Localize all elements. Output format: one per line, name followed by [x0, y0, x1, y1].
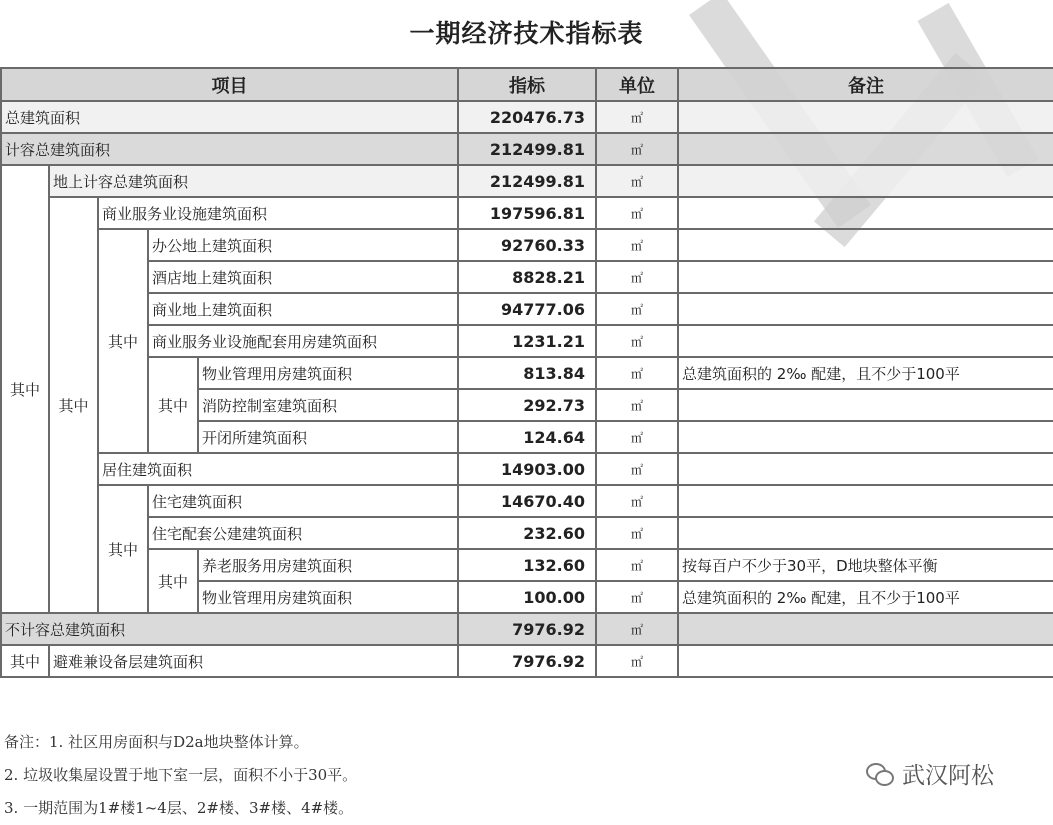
row-value: 7976.92: [458, 645, 596, 677]
table-row: [1, 165, 1053, 197]
row-label: 物业管理用房建筑面积: [198, 357, 458, 389]
row-unit: ㎡: [596, 293, 678, 325]
table-row: [1, 517, 1053, 549]
table-row: [1, 293, 1053, 325]
row-value: 7976.92: [458, 613, 596, 645]
row-value: 94777.06: [458, 293, 596, 325]
row-value: 14903.00: [458, 453, 596, 485]
row-value: 197596.81: [458, 197, 596, 229]
header-value: 指标: [458, 68, 596, 101]
row-note: 总建筑面积的 2‰ 配建，且不少于100平: [678, 581, 1053, 613]
row-unit: ㎡: [596, 229, 678, 261]
row-label: 不计容总建筑面积: [1, 613, 458, 645]
group-label: 其中: [148, 357, 198, 453]
group-label: 其中: [1, 165, 49, 613]
group-label: 其中: [49, 197, 98, 613]
row-label: 地上计容总建筑面积: [49, 165, 458, 197]
header-note: 备注: [678, 68, 1053, 101]
row-note: [678, 517, 1053, 549]
row-unit: ㎡: [596, 517, 678, 549]
table-row: [1, 325, 1053, 357]
row-note: [678, 133, 1053, 165]
row-label: 避难兼设备层建筑面积: [49, 645, 458, 677]
row-label: 居住建筑面积: [98, 453, 458, 485]
row-value: 100.00: [458, 581, 596, 613]
row-unit: ㎡: [596, 261, 678, 293]
table-row: [1, 197, 1053, 229]
row-unit: ㎡: [596, 389, 678, 421]
row-value: 232.60: [458, 517, 596, 549]
row-note: [678, 613, 1053, 645]
page-title: 一期经济技术指标表: [409, 19, 644, 48]
row-unit: ㎡: [596, 645, 678, 677]
row-value: 212499.81: [458, 133, 596, 165]
row-unit: ㎡: [596, 197, 678, 229]
indicator-table: [0, 67, 1053, 678]
row-unit: ㎡: [596, 165, 678, 197]
group-label: 其中: [98, 485, 148, 613]
row-note: [678, 421, 1053, 453]
table-row: [1, 485, 1053, 517]
row-unit: ㎡: [596, 453, 678, 485]
logo-text: 武汉阿松: [902, 763, 994, 789]
row-unit: ㎡: [596, 549, 678, 581]
row-label: 商业服务业设施建筑面积: [98, 197, 458, 229]
watermark-logo: [866, 757, 994, 790]
row-note: [678, 101, 1053, 133]
row-note: 按每百户不少于30平，D地块整体平衡: [678, 549, 1053, 581]
row-label: 养老服务用房建筑面积: [198, 549, 458, 581]
row-note: [678, 293, 1053, 325]
row-value: 92760.33: [458, 229, 596, 261]
row-label: 住宅配套公建建筑面积: [148, 517, 458, 549]
row-note: [678, 645, 1053, 677]
row-unit: ㎡: [596, 581, 678, 613]
row-label: 酒店地上建筑面积: [148, 261, 458, 293]
row-value: 124.64: [458, 421, 596, 453]
row-unit: ㎡: [596, 133, 678, 165]
row-value: 14670.40: [458, 485, 596, 517]
table-row: [1, 101, 1053, 133]
row-note: [678, 197, 1053, 229]
row-value: 132.60: [458, 549, 596, 581]
header-item: 项目: [1, 68, 458, 101]
row-unit: ㎡: [596, 485, 678, 517]
header-unit: 单位: [596, 68, 678, 101]
row-label: 消防控制室建筑面积: [198, 389, 458, 421]
row-note: [678, 453, 1053, 485]
row-unit: ㎡: [596, 101, 678, 133]
row-label: 商业服务业设施配套用房建筑面积: [148, 325, 458, 357]
footnote: 2. 垃圾收集屋设置于地下室一层，面积不小于30平。: [4, 766, 358, 784]
footnotes: [4, 726, 357, 825]
table-header: [1, 68, 1053, 101]
row-value: 292.73: [458, 389, 596, 421]
group-label: 其中: [98, 229, 148, 453]
wechat-icon: [866, 763, 894, 785]
row-value: 220476.73: [458, 101, 596, 133]
row-unit: ㎡: [596, 357, 678, 389]
row-note: 总建筑面积的 2‰ 配建，且不少于100平: [678, 357, 1053, 389]
table-row: [1, 453, 1053, 485]
group-label: 其中: [1, 645, 49, 677]
footnote: 3. 一期范围为1#楼1~4层、2#楼、3#楼、4#楼。: [4, 799, 354, 817]
row-note: [678, 325, 1053, 357]
row-note: [678, 229, 1053, 261]
row-value: 8828.21: [458, 261, 596, 293]
row-label: 计容总建筑面积: [1, 133, 458, 165]
row-value: 813.84: [458, 357, 596, 389]
row-unit: ㎡: [596, 421, 678, 453]
table-row: [1, 229, 1053, 261]
row-label: 总建筑面积: [1, 101, 458, 133]
row-label: 办公地上建筑面积: [148, 229, 458, 261]
row-unit: ㎡: [596, 325, 678, 357]
table-row: [1, 645, 1053, 677]
row-note: [678, 485, 1053, 517]
row-note: [678, 261, 1053, 293]
row-unit: ㎡: [596, 613, 678, 645]
row-label: 商业地上建筑面积: [148, 293, 458, 325]
row-value: 212499.81: [458, 165, 596, 197]
row-note: [678, 165, 1053, 197]
table-row: [1, 261, 1053, 293]
table-row: [1, 613, 1053, 645]
footnote: 备注：1. 社区用房面积与D2a地块整体计算。: [4, 733, 309, 751]
table-row: [1, 357, 1053, 389]
table-row: [1, 549, 1053, 581]
row-label: 住宅建筑面积: [148, 485, 458, 517]
table-row: [1, 133, 1053, 165]
row-value: 1231.21: [458, 325, 596, 357]
row-label: 开闭所建筑面积: [198, 421, 458, 453]
group-label: 其中: [148, 549, 198, 613]
row-note: [678, 389, 1053, 421]
row-label: 物业管理用房建筑面积: [198, 581, 458, 613]
